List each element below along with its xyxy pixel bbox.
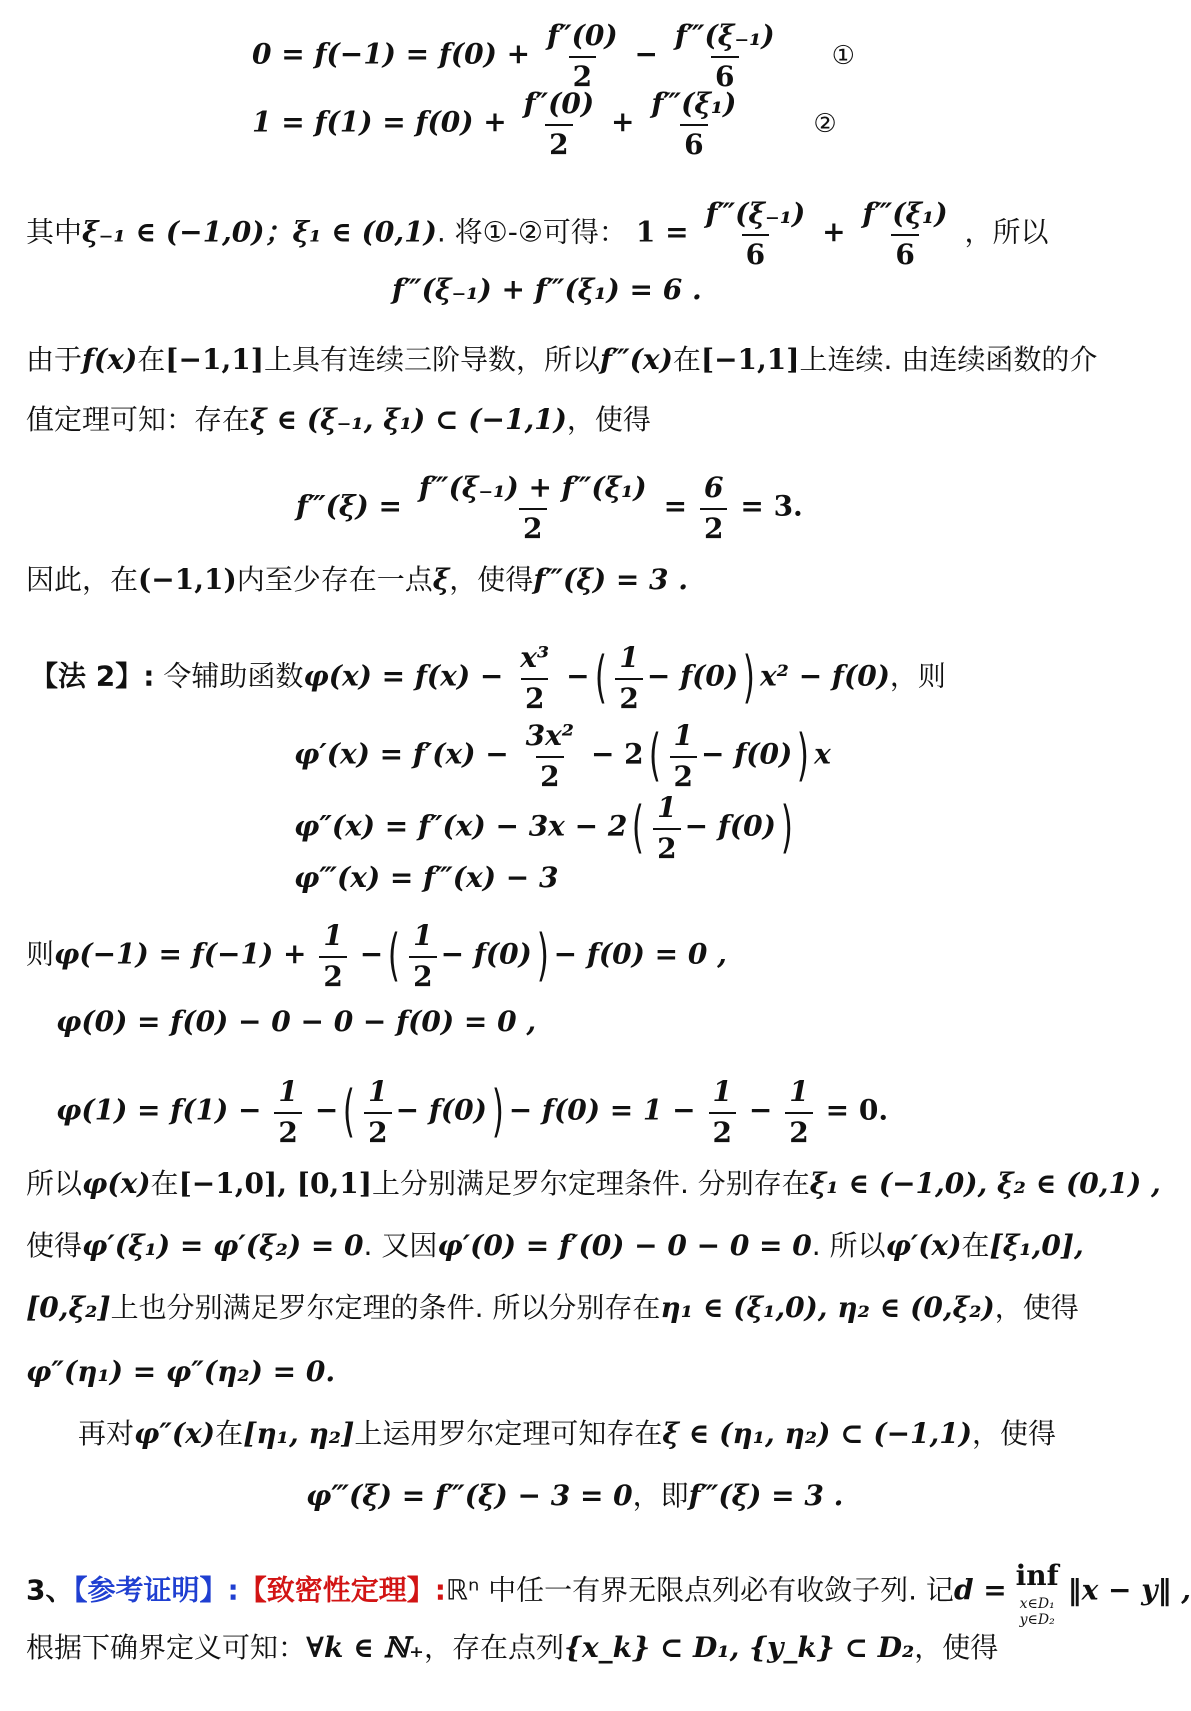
line10-frac2: $\frac{1}{2}$ bbox=[670, 718, 697, 794]
reference-proof-label: 【参考证明】: bbox=[73, 1573, 239, 1607]
line15-frac3: $\frac{1}{2}$ bbox=[709, 1074, 736, 1150]
method-2-heading: 【法 2】: bbox=[30, 659, 155, 693]
equation-phi-zero: φ(0) = f(0) − 0 − 0 − f(0) = 0 , bbox=[56, 1005, 537, 1038]
eq2-frac1: $\frac{f''(0)}{2}$ bbox=[523, 87, 595, 161]
text-line-16: 所以φ(x)在[−1,0], [0,1]上分别满足罗尔定理条件. 分别存在ξ₁ ∈ (−1,0), ξ₂ ∈ (0,1) , bbox=[26, 1167, 1161, 1200]
line10-frac1: $\frac{\text{3x²}}{2}$ bbox=[525, 719, 575, 793]
line9-frac2: $\frac{1}{2}$ bbox=[615, 640, 642, 716]
equation-1: 0 = f(−1) = f(0) + $\frac{f''(0)}{2}$ − $\frac{\text{f‴(ξ₋₁)}}{6}$ ① bbox=[252, 19, 855, 93]
text-line-18: [0,ξ₂]上也分别满足罗尔定理的条件. 所以分别存在η₁ ∈ (ξ₁,0), η₂ ∈ (0,ξ₂)，使得 bbox=[26, 1291, 1079, 1324]
line15-frac4: $\frac{1}{2}$ bbox=[785, 1074, 812, 1150]
text-line-13: 则φ(−1) = f(−1) + $\frac{1}{2}$ −( $\frac{1}{2}$ − f(0)) − f(0) = 0 , bbox=[26, 919, 727, 993]
line11-frac: $\frac{1}{2}$ bbox=[653, 790, 680, 866]
eq2-lhs: 1 = f(1) = f(0) + bbox=[252, 105, 507, 139]
line13-frac2: $\frac{1}{2}$ bbox=[409, 918, 436, 994]
eq2-marker: ② bbox=[813, 108, 837, 139]
equation-final: φ‴(ξ) = f‴(ξ) − 3 = 0，即f‴(ξ) = 3 . bbox=[306, 1479, 844, 1512]
line9-frac1: $\frac{\text{x³}}{2}$ bbox=[520, 641, 550, 715]
text-line-6: 值定理可知：存在ξ ∈ (ξ₋₁, ξ₁) ⊂ (−1,1)，使得 bbox=[26, 403, 651, 436]
line15-frac1: $\frac{1}{2}$ bbox=[274, 1074, 301, 1150]
line3-frac2: $\frac{\text{f‴(ξ₁)}}{6}$ bbox=[862, 197, 948, 271]
equation-sum: f‴(ξ₋₁) + f‴(ξ₁) = 6 . bbox=[392, 273, 702, 306]
infimum-operator: inf x∈D₁ y∈D₂ bbox=[1015, 1559, 1059, 1628]
text-line-3: 其中ξ₋₁ ∈ (−1,0)；ξ₁ ∈ (0,1). 将①-②可得： 1 = $\frac{\text{f‴(ξ₋₁)}}{6}$ + $\frac{\text{f‴(ξ₁)}}{6}$ ，所以 bbox=[26, 197, 1049, 271]
section-number: 3、 bbox=[26, 1573, 74, 1607]
equation-phi-one: φ(1) = f(1) − $\frac{1}{2}$ −( $\frac{1}{2}$ − f(0)) − f(0) = 1 − $\frac{1}{2}$ − $\frac{1}{2}$ = 0. bbox=[56, 1075, 889, 1149]
eq1-frac1: $\frac{f''(0)}{2}$ bbox=[547, 19, 618, 93]
equation-mean-value: f‴(ξ) = $\frac{\text{f‴(ξ₋₁) + f‴(ξ₁)}}{2}$ = $\frac{6}{2}$ = 3. bbox=[296, 471, 803, 545]
eq1-frac2: $\frac{\text{f‴(ξ₋₁)}}{6}$ bbox=[674, 19, 775, 93]
line7-frac2: $\frac{6}{2}$ bbox=[700, 470, 727, 546]
eq1-marker: ① bbox=[831, 40, 855, 71]
eq2-frac2: $\frac{\text{f‴(ξ₁)}}{6}$ bbox=[651, 87, 737, 161]
line3-frac1: $\frac{\text{f‴(ξ₋₁)}}{6}$ bbox=[705, 197, 806, 271]
text-line-9: 【法 2】: 令辅助函数φ(x) = f(x) − $\frac{\text{x³}}{2}$ −( $\frac{1}{2}$ − f(0)) x² − f(0)，则 bbox=[30, 641, 946, 715]
text-line-17: 使得φ′(ξ₁) = φ′(ξ₂) = 0. 又因φ′(0) = f′(0) − 0 − 0 = 0. 所以φ′(x)在[ξ₁,0], bbox=[26, 1229, 1084, 1262]
line15-frac2: $\frac{1}{2}$ bbox=[364, 1074, 391, 1150]
equation-phi-eta: φ″(η₁) = φ″(η₂) = 0. bbox=[26, 1355, 336, 1388]
text-line-22: 3、【参考证明】:【致密性定理】:ℝⁿ 中任一有界无限点列必有收敛子列. 记d = inf x∈D₁ y∈D₂ ‖x − y‖ , bbox=[26, 1556, 1191, 1628]
eq1-lhs: 0 = f(−1) = f(0) + bbox=[252, 37, 531, 71]
theorem-label: 【致密性定理】: bbox=[238, 1573, 446, 1607]
text-line-5: 由于f(x)在[−1,1]上具有连续三阶导数，所以f‴(x)在[−1,1]上连续. 由连续函数的介 bbox=[26, 343, 1098, 376]
line7-frac1: $\frac{\text{f‴(ξ₋₁) + f‴(ξ₁)}}{2}$ bbox=[418, 471, 647, 545]
equation-2: 1 = f(1) = f(0) + $\frac{f''(0)}{2}$ + $\frac{\text{f‴(ξ₁)}}{6}$ ② bbox=[252, 87, 837, 161]
text-line-23: 根据下确界定义可知：∀k ∈ ℕ₊，存在点列{x_k} ⊂ D₁, {y_k} ⊂ D₂，使得 bbox=[26, 1631, 999, 1664]
text-line-8: 因此，在(−1,1)内至少存在一点ξ，使得f‴(ξ) = 3 . bbox=[26, 563, 689, 596]
equation-phi-triple-prime: φ‴(x) = f‴(x) − 3 bbox=[294, 861, 559, 894]
line13-frac1: $\frac{1}{2}$ bbox=[319, 918, 346, 994]
equation-phi-prime: φ′(x) = f′(x) − $\frac{\text{3x²}}{2}$ − 2( $\frac{1}{2}$ − f(0)) x bbox=[294, 719, 831, 793]
equation-phi-double-prime: φ″(x) = f″(x) − 3x − 2( $\frac{1}{2}$ − f(0)) bbox=[294, 791, 793, 865]
text-line-20: 再对φ″(x)在[η₁, η₂]上运用罗尔定理可知存在ξ ∈ (η₁, η₂) ⊂ (−1,1)，使得 bbox=[78, 1417, 1057, 1450]
